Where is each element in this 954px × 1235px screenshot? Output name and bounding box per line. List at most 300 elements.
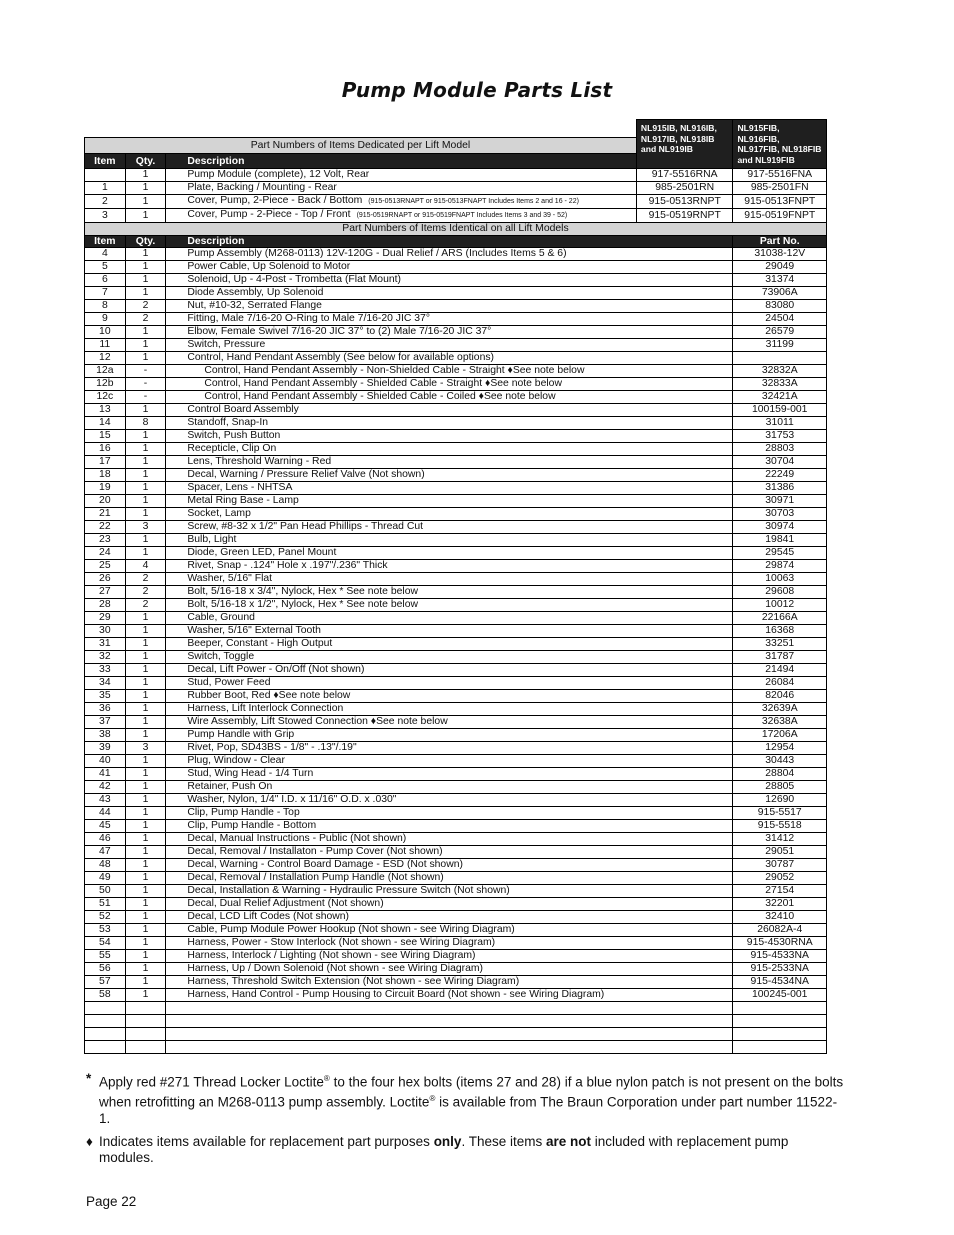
table-row: [85, 625, 827, 638]
qty-cell: 1: [125, 807, 166, 820]
description-cell: Rivet, Pop, SD43BS - 1/8" - .13"/.19": [166, 742, 733, 755]
description-cell: Screw, #8-32 x 1/2" Pan Head Phillips - Thread Cut: [166, 521, 733, 534]
description-cell: Decal, Warning / Pressure Relief Valve (Not shown): [166, 469, 733, 482]
qty-cell: 1: [125, 169, 166, 182]
table-row: [85, 755, 827, 768]
item-cell: 23: [85, 534, 126, 547]
table-row: [85, 248, 827, 261]
description-cell: Clip, Pump Handle - Bottom: [166, 820, 733, 833]
part-number-cell: 30974: [733, 521, 827, 534]
item-cell: 47: [85, 846, 126, 859]
qty-cell: 4: [125, 560, 166, 573]
description-cell: Standoff, Snap-In: [166, 417, 733, 430]
description-cell: Bolt, 5/16-18 x 1/2", Nylock, Hex * See note below: [166, 599, 733, 612]
item-cell: 14: [85, 417, 126, 430]
part-number-cell: 30787: [733, 859, 827, 872]
qty-cell: 1: [125, 924, 166, 937]
diamond-icon: ♦: [86, 1133, 93, 1149]
item-cell: 11: [85, 339, 126, 352]
empty-cell: [166, 1015, 733, 1028]
empty-cell: [166, 1041, 733, 1054]
part-number-col1: 917-5516RNA: [636, 169, 733, 182]
section2-header-row: [85, 236, 827, 248]
table-row: [85, 287, 827, 300]
description-cell: Cable, Pump Module Power Hookup (Not shown - see Wiring Diagram): [166, 924, 733, 937]
table-row: [85, 950, 827, 963]
item-cell: 46: [85, 833, 126, 846]
item-cell: 35: [85, 690, 126, 703]
part-number-cell: 29051: [733, 846, 827, 859]
empty-cell: [166, 1002, 733, 1015]
qty-cell: 1: [125, 612, 166, 625]
part-number-cell: 12954: [733, 742, 827, 755]
qty-cell: 1: [125, 950, 166, 963]
item-cell: 21: [85, 508, 126, 521]
part-number-cell: 17206A: [733, 729, 827, 742]
part-number-cell: 30704: [733, 456, 827, 469]
description-cell: Nut, #10-32, Serrated Flange: [166, 300, 733, 313]
qty-cell: 1: [125, 846, 166, 859]
item-cell: 57: [85, 976, 126, 989]
table-row: [85, 378, 827, 391]
col-description: Description: [166, 154, 637, 169]
qty-cell: 1: [125, 261, 166, 274]
description-cell: Rubber Boot, Red ♦See note below: [166, 690, 733, 703]
item-cell: 12: [85, 352, 126, 365]
table-row: [85, 352, 827, 365]
table-row: [85, 261, 827, 274]
table-row: [85, 482, 827, 495]
item-cell: 38: [85, 729, 126, 742]
empty-cell: [733, 1028, 827, 1041]
empty-cell: [125, 1041, 166, 1054]
table-row: [85, 560, 827, 573]
part-number-cell: 22166A: [733, 612, 827, 625]
part-number-cell: 28804: [733, 768, 827, 781]
table-row: [85, 781, 827, 794]
part-number-cell: [733, 352, 827, 365]
table-row: [85, 716, 827, 729]
description-cell: Control, Hand Pendant Assembly - Shielded Cable - Straight ♦See note below: [166, 378, 733, 391]
part-number-cell: 30443: [733, 755, 827, 768]
table-row: [85, 339, 827, 352]
part-number-col2: 915-0519FNPT: [733, 209, 827, 223]
qty-cell: 1: [125, 820, 166, 833]
table-row: [85, 599, 827, 612]
item-cell: 40: [85, 755, 126, 768]
item-cell: 2: [85, 195, 126, 209]
qty-cell: 2: [125, 599, 166, 612]
item-cell: 29: [85, 612, 126, 625]
qty-cell: 1: [125, 456, 166, 469]
col-qty: Qty.: [125, 236, 166, 248]
col-item: Item: [85, 236, 126, 248]
empty-cell: [85, 1015, 126, 1028]
part-number-cell: 21494: [733, 664, 827, 677]
table-row: [85, 365, 827, 378]
part-number-cell: 915-5517: [733, 807, 827, 820]
description-cell: [166, 169, 637, 182]
qty-cell: 1: [125, 651, 166, 664]
table-row: [85, 169, 827, 182]
item-cell: 55: [85, 950, 126, 963]
section1-heading: Part Numbers of Items Dedicated per Lift Model: [85, 137, 637, 153]
qty-cell: 1: [125, 547, 166, 560]
item-cell: 26: [85, 573, 126, 586]
table-row: [85, 521, 827, 534]
qty-cell: 1: [125, 898, 166, 911]
item-cell: 53: [85, 924, 126, 937]
table-row: [85, 417, 827, 430]
part-number-cell: 30703: [733, 508, 827, 521]
description-cell: [166, 195, 637, 209]
part-number-cell: 12690: [733, 794, 827, 807]
qty-cell: -: [125, 391, 166, 404]
description-cell: Control, Hand Pendant Assembly - Non-Shielded Cable - Straight ♦See note below: [166, 365, 733, 378]
asterisk-mark: *: [86, 1071, 92, 1086]
table-row: [85, 885, 827, 898]
item-cell: 6: [85, 274, 126, 287]
table-row: [85, 911, 827, 924]
part-number-cell: 28803: [733, 443, 827, 456]
qty-cell: 1: [125, 677, 166, 690]
description-cell: Harness, Threshold Switch Extension (Not shown - see Wiring Diagram): [166, 976, 733, 989]
parts-table-body: [85, 120, 827, 1054]
part-number-cell: 915-4530RNA: [733, 937, 827, 950]
description-cell: Elbow, Female Swivel 7/16-20 JIC 37° to (2) Male 7/16-20 JIC 37°: [166, 326, 733, 339]
description-cell: Diode, Green LED, Panel Mount: [166, 547, 733, 560]
table-row: [85, 586, 827, 599]
description-cell: Beeper, Constant - High Output: [166, 638, 733, 651]
description-cell: Pump Assembly (M268-0113) 12V-120G - Dual Relief / ARS (Includes Items 5 & 6): [166, 248, 733, 261]
table-row: [85, 300, 827, 313]
description-cell: Decal, Lift Power - On/Off (Not shown): [166, 664, 733, 677]
qty-cell: 1: [125, 716, 166, 729]
parts-table: [84, 119, 827, 1054]
qty-cell: 1: [125, 495, 166, 508]
part-number-col1: 915-0519RNPT: [636, 209, 733, 223]
qty-cell: 1: [125, 469, 166, 482]
qty-cell: 1: [125, 326, 166, 339]
qty-cell: 1: [125, 430, 166, 443]
description-cell: Switch, Pressure: [166, 339, 733, 352]
description-cell: Stud, Power Feed: [166, 677, 733, 690]
empty-row: [85, 1041, 827, 1054]
table-row: [85, 742, 827, 755]
part-number-cell: 24504: [733, 313, 827, 326]
item-cell: 31: [85, 638, 126, 651]
description-cell: Stud, Wing Head - 1/4 Turn: [166, 768, 733, 781]
part-number-cell: 32421A: [733, 391, 827, 404]
description-cell: Clip, Pump Handle - Top: [166, 807, 733, 820]
qty-cell: 1: [125, 859, 166, 872]
description-cell: Fitting, Male 7/16-20 O-Ring to Male 7/16-20 JIC 37°: [166, 313, 733, 326]
description-cell: Pump Handle with Grip: [166, 729, 733, 742]
item-cell: 3: [85, 209, 126, 223]
table-row: [85, 326, 827, 339]
qty-cell: 2: [125, 586, 166, 599]
table-row: [85, 924, 827, 937]
description-cell: Decal, Warning - Control Board Damage - ESD (Not shown): [166, 859, 733, 872]
diamond-note: ♦ Indicates items available for replacement part purposes only. These items are not included with replacement pump modules.: [86, 1133, 789, 1165]
item-cell: 5: [85, 261, 126, 274]
part-number-col1: 985-2501RN: [636, 182, 733, 195]
empty-cell: [733, 1041, 827, 1054]
item-cell: 34: [85, 677, 126, 690]
asterisk-note: * Apply red #271 Thread Locker Loctite® to the four hex bolts (items 27 and 28) if a blue nylon patch is not present on the bolts when retrofitting an M268-0113 pump assembly. Loctite® is available from The Braun Corporation under part number 11522-1.: [86, 1071, 844, 1126]
item-cell: 51: [85, 898, 126, 911]
qty-cell: 2: [125, 313, 166, 326]
part-number-cell: 32638A: [733, 716, 827, 729]
col-part-no: Part No.: [733, 236, 827, 248]
description-cell: Decal, LCD Lift Codes (Not shown): [166, 911, 733, 924]
table-row: [85, 677, 827, 690]
table-row: [85, 807, 827, 820]
description-cell: Recepticle, Clip On: [166, 443, 733, 456]
item-cell: 8: [85, 300, 126, 313]
table-row: [85, 547, 827, 560]
description-cell: Diode Assembly, Up Solenoid: [166, 287, 733, 300]
table-row: [85, 989, 827, 1002]
item-cell: 49: [85, 872, 126, 885]
qty-cell: 2: [125, 300, 166, 313]
description-cell: Bulb, Light: [166, 534, 733, 547]
description-cell: Washer, 5/16" External Tooth: [166, 625, 733, 638]
part-number-cell: 30971: [733, 495, 827, 508]
description-note: (915-0519RNAPT or 915-0519FNAPT Includes Items 3 and 39 - 52): [356, 212, 568, 219]
part-number-cell: 26082A-4: [733, 924, 827, 937]
table-row: [85, 638, 827, 651]
empty-cell: [125, 1028, 166, 1041]
item-cell: 20: [85, 495, 126, 508]
table-row: [85, 976, 827, 989]
table-row: [85, 195, 827, 209]
empty-cell: [125, 1015, 166, 1028]
part-number-cell: 100159-001: [733, 404, 827, 417]
qty-cell: 1: [125, 482, 166, 495]
table-row: [85, 469, 827, 482]
item-cell: 39: [85, 742, 126, 755]
description-cell: Control, Hand Pendant Assembly - Shielded Cable - Coiled ♦See note below: [166, 391, 733, 404]
description-cell: Harness, Interlock / Lighting (Not shown - see Wiring Diagram): [166, 950, 733, 963]
qty-cell: 1: [125, 690, 166, 703]
part-number-cell: 27154: [733, 885, 827, 898]
table-row: [85, 456, 827, 469]
empty-row: [85, 1028, 827, 1041]
qty-cell: 2: [125, 573, 166, 586]
table-row: [85, 209, 827, 223]
description-cell: Decal, Manual Instructions - Public (Not shown): [166, 833, 733, 846]
table-row: [85, 846, 827, 859]
description-cell: Harness, Lift Interlock Connection: [166, 703, 733, 716]
description-cell: Decal, Removal / Installaton - Pump Cover (Not shown): [166, 846, 733, 859]
description-cell: Switch, Toggle: [166, 651, 733, 664]
description-cell: Metal Ring Base - Lamp: [166, 495, 733, 508]
part-number-cell: 31374: [733, 274, 827, 287]
description-cell: Lens, Threshold Warning - Red: [166, 456, 733, 469]
part-number-cell: 26084: [733, 677, 827, 690]
table-row: [85, 182, 827, 195]
description-cell: Control, Hand Pendant Assembly (See below for available options): [166, 352, 733, 365]
description-cell: Decal, Installation & Warning - Hydraulic Pressure Switch (Not shown): [166, 885, 733, 898]
part-number-cell: 33251: [733, 638, 827, 651]
col-item: Item: [85, 154, 126, 169]
table-row: [85, 729, 827, 742]
qty-cell: 1: [125, 885, 166, 898]
description-cell: Bolt, 5/16-18 x 3/4", Nylock, Hex * See note below: [166, 586, 733, 599]
description-cell: Harness, Hand Control - Pump Housing to Circuit Board (Not shown - see Wiring Diagram): [166, 989, 733, 1002]
part-number-cell: 915-2533NA: [733, 963, 827, 976]
part-number-cell: 915-5518: [733, 820, 827, 833]
table-row: [85, 898, 827, 911]
item-cell: 18: [85, 469, 126, 482]
part-number-cell: 29874: [733, 560, 827, 573]
description-cell: Washer, Nylon, 1/4" I.D. x 11/16" O.D. x .030": [166, 794, 733, 807]
empty-cell: [166, 1028, 733, 1041]
part-number-cell: 83080: [733, 300, 827, 313]
item-cell: 12c: [85, 391, 126, 404]
qty-cell: 1: [125, 625, 166, 638]
qty-cell: 1: [125, 638, 166, 651]
empty-cell: [85, 1041, 126, 1054]
part-number-cell: 29052: [733, 872, 827, 885]
description-cell: Plug, Window - Clear: [166, 755, 733, 768]
qty-cell: -: [125, 365, 166, 378]
part-number-cell: 31011: [733, 417, 827, 430]
qty-cell: 1: [125, 274, 166, 287]
item-cell: 12b: [85, 378, 126, 391]
table-row: [85, 274, 827, 287]
model-header-row: [85, 120, 827, 138]
table-row: [85, 573, 827, 586]
qty-cell: 1: [125, 248, 166, 261]
item-cell: 27: [85, 586, 126, 599]
item-cell: 15: [85, 430, 126, 443]
qty-cell: 1: [125, 872, 166, 885]
item-cell: 44: [85, 807, 126, 820]
description-cell: Harness, Power - Stow Interlock (Not shown - see Wiring Diagram): [166, 937, 733, 950]
description-cell: Harness, Up / Down Solenoid (Not shown - see Wiring Diagram): [166, 963, 733, 976]
part-number-cell: 32410: [733, 911, 827, 924]
table-row: [85, 495, 827, 508]
qty-cell: 1: [125, 937, 166, 950]
description-cell: Cable, Ground: [166, 612, 733, 625]
part-number-cell: 31753: [733, 430, 827, 443]
item-cell: 9: [85, 313, 126, 326]
item-cell: 19: [85, 482, 126, 495]
part-number-col2: 985-2501FN: [733, 182, 827, 195]
table-row: [85, 859, 827, 872]
part-number-cell: 29608: [733, 586, 827, 599]
qty-cell: 1: [125, 755, 166, 768]
col-description: Description: [166, 236, 733, 248]
item-cell: 50: [85, 885, 126, 898]
table-row: [85, 703, 827, 716]
empty-cell: [85, 1028, 126, 1041]
part-number-col2: 917-5516FNA: [733, 169, 827, 182]
item-cell: 56: [85, 963, 126, 976]
description-cell: [166, 209, 637, 223]
part-number-cell: 10063: [733, 573, 827, 586]
section2-heading-row: [85, 223, 827, 236]
table-row: [85, 768, 827, 781]
item-cell: 33: [85, 664, 126, 677]
item-cell: 54: [85, 937, 126, 950]
table-row: [85, 651, 827, 664]
qty-cell: 1: [125, 352, 166, 365]
description-cell: Solenoid, Up - 4-Post - Trombetta (Flat Mount): [166, 274, 733, 287]
part-number-cell: 26579: [733, 326, 827, 339]
part-number-cell: 82046: [733, 690, 827, 703]
part-number-cell: 32832A: [733, 365, 827, 378]
description-cell: Retainer, Push On: [166, 781, 733, 794]
table-row: [85, 963, 827, 976]
qty-cell: 1: [125, 963, 166, 976]
part-number-cell: 915-4534NA: [733, 976, 827, 989]
item-cell: 4: [85, 248, 126, 261]
description-cell: Rivet, Snap - .124" Hole x .197"/.236" Thick: [166, 560, 733, 573]
table-row: [85, 872, 827, 885]
description-text: Plate, Backing / Mounting - Rear: [187, 182, 337, 193]
item-cell: 24: [85, 547, 126, 560]
item-cell: [85, 169, 126, 182]
item-cell: 17: [85, 456, 126, 469]
part-number-col2: 915-0513FNPT: [733, 195, 827, 209]
part-number-cell: 73906A: [733, 287, 827, 300]
table-row: [85, 612, 827, 625]
table-row: [85, 690, 827, 703]
part-number-cell: 32639A: [733, 703, 827, 716]
qty-cell: 3: [125, 521, 166, 534]
description-note: (915-0513RNAPT or 915-0513FNAPT Includes Items 2 and 16 - 22): [368, 198, 579, 205]
qty-cell: 1: [125, 989, 166, 1002]
table-row: [85, 664, 827, 677]
qty-cell: 1: [125, 534, 166, 547]
part-number-cell: 31412: [733, 833, 827, 846]
item-cell: 7: [85, 287, 126, 300]
qty-cell: 1: [125, 404, 166, 417]
empty-cell: [733, 1015, 827, 1028]
item-cell: 43: [85, 794, 126, 807]
table-row: [85, 937, 827, 950]
table-row: [85, 794, 827, 807]
part-number-cell: 31038-12V: [733, 248, 827, 261]
qty-cell: -: [125, 378, 166, 391]
qty-cell: 1: [125, 182, 166, 195]
model-column-1: NL915IB, NL916IB, NL917IB, NL918IB and NL919IB: [636, 120, 733, 169]
page-number: Page 22: [86, 1194, 137, 1209]
item-cell: 36: [85, 703, 126, 716]
table-row: [85, 391, 827, 404]
part-number-cell: 100245-001: [733, 989, 827, 1002]
part-number-cell: 19841: [733, 534, 827, 547]
part-number-cell: 31386: [733, 482, 827, 495]
qty-cell: 1: [125, 794, 166, 807]
part-number-cell: 32833A: [733, 378, 827, 391]
page-title: Pump Module Parts List: [341, 78, 613, 102]
table-row: [85, 820, 827, 833]
qty-cell: 1: [125, 339, 166, 352]
description-cell: Control Board Assembly: [166, 404, 733, 417]
qty-cell: 1: [125, 664, 166, 677]
part-number-cell: 22249: [733, 469, 827, 482]
part-number-cell: 31787: [733, 651, 827, 664]
item-cell: 25: [85, 560, 126, 573]
description-text: Pump Module (complete), 12 Volt, Rear: [187, 169, 370, 180]
item-cell: 13: [85, 404, 126, 417]
description-text: Cover, Pump - 2-Piece - Top / Front: [187, 209, 351, 220]
item-cell: 41: [85, 768, 126, 781]
